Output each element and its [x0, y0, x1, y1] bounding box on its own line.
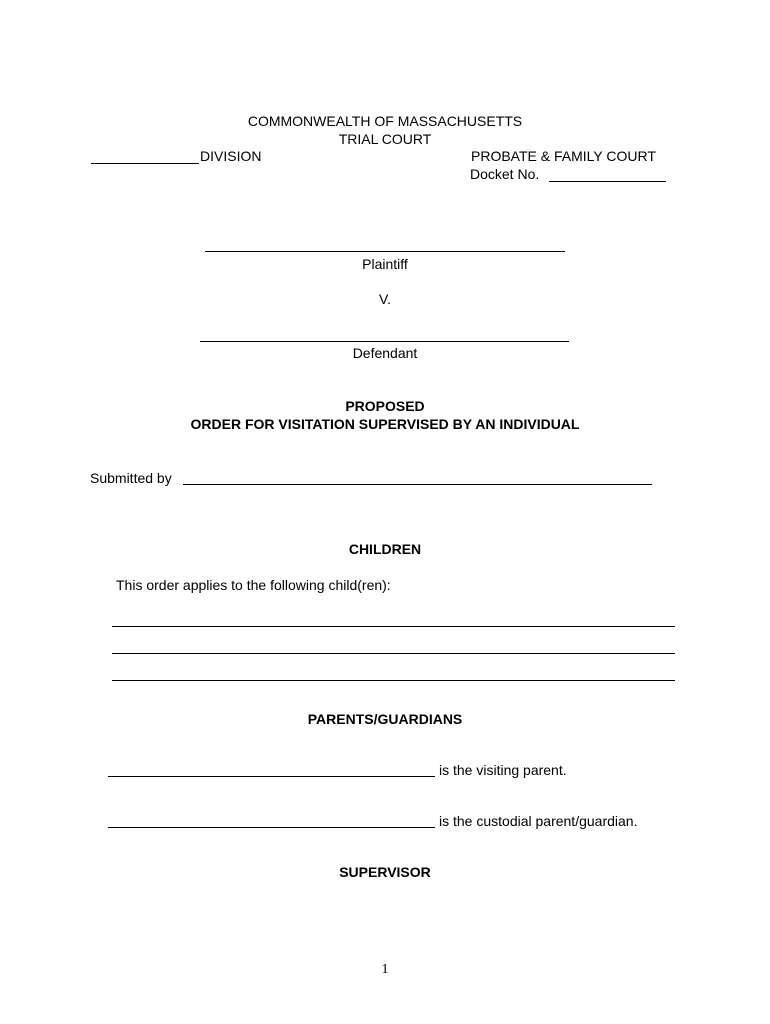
docket-number-blank-line[interactable] [549, 181, 666, 182]
defendant-blank-line[interactable] [200, 341, 569, 342]
supervisor-heading: SUPERVISOR [339, 864, 431, 880]
parents-guardians-heading: PARENTS/GUARDIANS [307, 711, 463, 727]
plaintiff-label: Plaintiff [362, 256, 408, 272]
visiting-parent-label: is the visiting parent. [439, 762, 567, 778]
visiting-parent-blank-line[interactable] [108, 776, 435, 777]
commonwealth-heading: COMMONWEALTH OF MASSACHUSETTS [247, 113, 523, 129]
docket-label: Docket No. [470, 166, 540, 182]
custodial-parent-blank-line[interactable] [108, 827, 435, 828]
document-title-proposed: PROPOSED [345, 398, 425, 414]
submitted-by-label: Submitted by [90, 470, 172, 486]
submitted-by-blank-line[interactable] [183, 484, 652, 485]
court-name: PROBATE & FAMILY COURT [471, 148, 656, 164]
versus-label: V. [379, 291, 391, 307]
child-blank-line-3[interactable] [112, 680, 675, 681]
document-title-order: ORDER FOR VISITATION SUPERVISED BY AN INDIVIDUAL [190, 416, 580, 432]
child-blank-line-2[interactable] [112, 653, 675, 654]
defendant-label: Defendant [352, 345, 418, 361]
children-intro-text: This order applies to the following child(ren): [116, 577, 391, 593]
division-blank-line[interactable] [91, 163, 199, 164]
trial-court-heading: TRIAL COURT [338, 131, 432, 147]
child-blank-line-1[interactable] [112, 626, 675, 627]
page-number: 1 [381, 962, 389, 977]
division-label: DIVISION [200, 148, 262, 164]
plaintiff-blank-line[interactable] [205, 251, 565, 252]
custodial-parent-label: is the custodial parent/guardian. [439, 813, 638, 829]
children-heading: CHILDREN [348, 541, 422, 557]
